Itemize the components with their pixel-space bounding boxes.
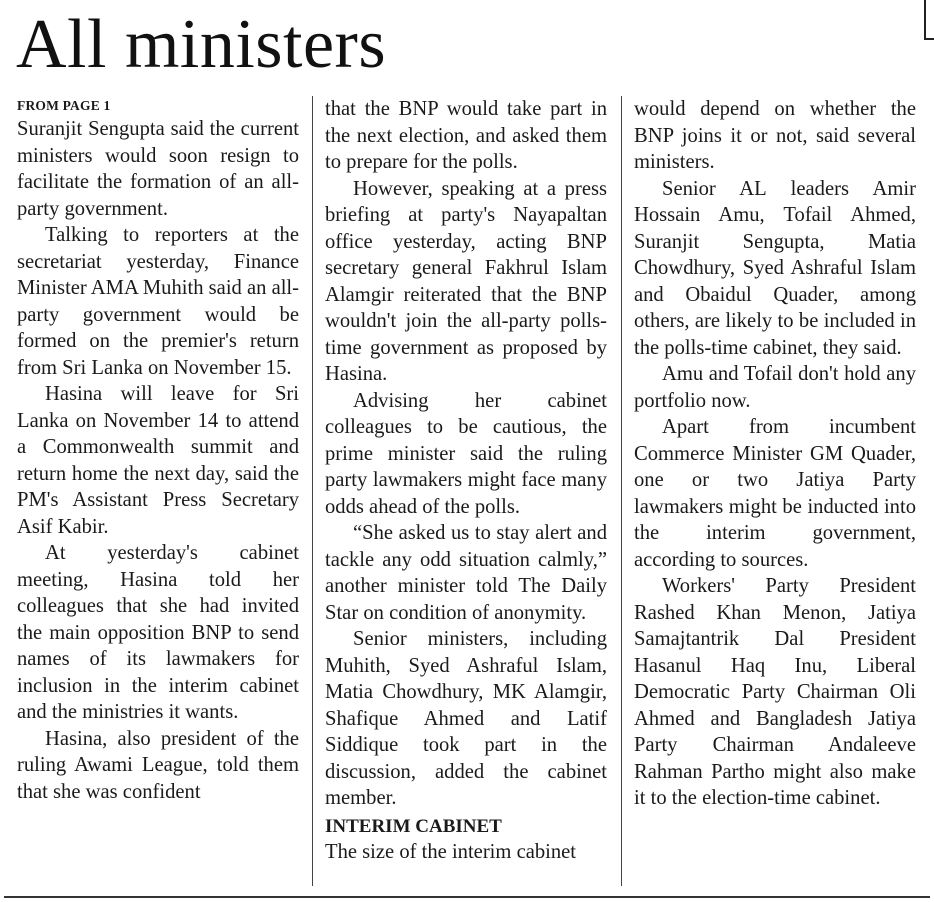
column-divider	[312, 96, 313, 886]
article-column-2	[325, 96, 607, 865]
paragraph: Suranjit Sengupta said the current ministers would soon resign to facilitate the formation of an all-party government.	[17, 118, 299, 220]
article-column-1	[17, 96, 299, 805]
paragraph: that the BNP would take part in the next election, and asked them to prepare for the polls.	[325, 98, 607, 173]
paragraph: Senior AL leaders Amir Hossain Amu, Tofail Ahmed, Suranjit Sengupta, Matia Chowdhury, Syed Ashraful Islam and Obaidul Quader, among others, are likely to be included in the polls-time cabinet, they said.	[634, 177, 916, 359]
paragraph: Apart from incumbent Commerce Minister GM Quader, one or two Jatiya Party lawmakers might be inducted into the interim government, according to sources.	[634, 416, 916, 571]
paragraph: However, speaking at a press briefing at party's Nayapaltan office yesterday, acting BNP secretary general Fakhrul Islam Alamgir reiterated that the BNP wouldn't join the all-party polls-time government as proposed by Hasina.	[325, 177, 607, 385]
paragraph: At yesterday's cabinet meeting, Hasina told her colleagues that she had invited the main opposition BNP to send names of its lawmakers for inclusion in the interim cabinet and the ministries it wants.	[17, 542, 299, 723]
paragraph: Hasina will leave for Sri Lanka on November 14 to attend a Commonwealth summit and return home the next day, said the PM's Assistant Press Secretary Asif Kabir.	[17, 383, 299, 538]
paragraph: Senior ministers, including Muhith, Syed Ashraful Islam, Matia Chowdhury, MK Alamgir, Shafique Ahmed and Latif Siddique took part in the discussion, added the cabinet member.	[325, 628, 607, 809]
paragraph: Hasina, also president of the ruling Awami League, told them that she was confident	[17, 727, 299, 803]
paragraph: Advising her cabinet colleagues to be cautious, the prime minister said the ruling party lawmakers might face many odds ahead of the polls.	[325, 389, 607, 518]
paragraph: Talking to reporters at the secretariat yesterday, Finance Minister AMA Muhith said an all-party government would be formed on the premier's return from Sri Lanka on November 15.	[17, 224, 300, 379]
article-column-3	[634, 96, 916, 812]
bottom-rule	[4, 896, 930, 898]
dateline: FROM PAGE 1	[17, 98, 111, 113]
paragraph: Amu and Tofail don't hold any portfolio now.	[634, 363, 916, 412]
paragraph: “She asked us to stay alert and tackle any odd situation calmly,” another minister told The Daily Star on condition of anonymity.	[325, 522, 607, 624]
subheading: INTERIM CABINET	[325, 815, 502, 837]
headline: All ministers	[16, 6, 387, 83]
column-divider	[621, 96, 622, 886]
paragraph: The size of the interim cabinet	[325, 840, 577, 863]
paragraph: Workers' Party President Rashed Khan Menon, Jatiya Samajtantrik Dal President Hasanul Haq Inu, Liberal Democratic Party Chairman Oli Ahmed and Bangladesh Jatiya Party Chairman Andaleeve Rahman Partho might also make it to the election-time cabinet.	[634, 575, 916, 809]
corner-mark	[924, 0, 934, 40]
paragraph: would depend on whether the BNP joins it or not, said several ministers.	[634, 98, 916, 173]
